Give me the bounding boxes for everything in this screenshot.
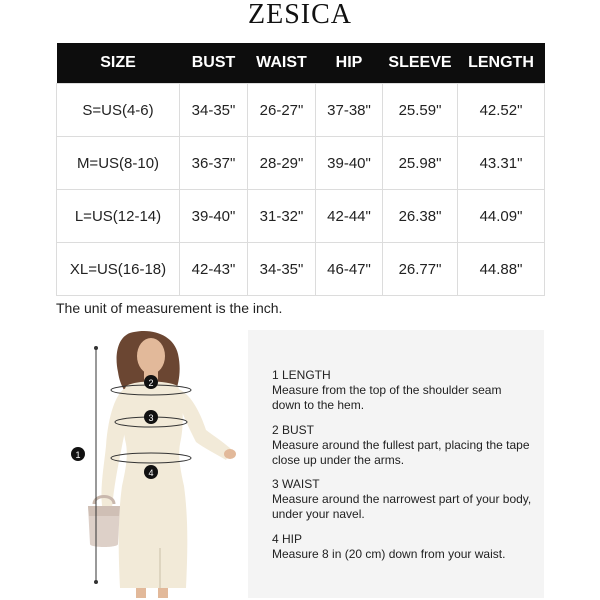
cell-sleeve: 26.77" xyxy=(383,243,458,296)
table-row xyxy=(57,84,545,137)
cell-hip: 42-44" xyxy=(316,190,383,243)
brand-logo: ZESICA xyxy=(248,0,352,30)
cell-size: M=US(8-10) xyxy=(57,137,180,190)
size-chart-table xyxy=(56,43,545,296)
cell-waist: 26-27" xyxy=(248,84,316,137)
table-row xyxy=(57,190,545,243)
cell-size: L=US(12-14) xyxy=(57,190,180,243)
cell-length: 44.09" xyxy=(458,190,545,243)
marker-1 xyxy=(71,447,85,461)
unit-note: The unit of measurement is the inch. xyxy=(56,300,283,316)
cell-hip: 39-40" xyxy=(316,137,383,190)
instruction-waist xyxy=(272,477,532,522)
instruction-hip xyxy=(272,532,532,562)
model-illustration xyxy=(56,326,246,598)
table-header-row xyxy=(57,43,545,84)
header-sleeve: SLEEVE xyxy=(383,43,458,84)
instruction-title: 1 LENGTH xyxy=(272,368,331,382)
cell-bust: 36-37" xyxy=(180,137,248,190)
instruction-bust xyxy=(272,423,532,468)
svg-text:1: 1 xyxy=(75,450,81,460)
cell-length: 44.88" xyxy=(458,243,545,296)
cell-waist: 34-35" xyxy=(248,243,316,296)
header-length: LENGTH xyxy=(458,43,545,84)
marker-2 xyxy=(144,375,158,389)
header-bust: BUST xyxy=(180,43,248,84)
cell-bust: 39-40" xyxy=(180,190,248,243)
cell-waist: 31-32" xyxy=(248,190,316,243)
instruction-title: 2 BUST xyxy=(272,423,315,437)
table-row xyxy=(57,243,545,296)
cell-waist: 28-29" xyxy=(248,137,316,190)
cell-length: 42.52" xyxy=(458,84,545,137)
instruction-desc: Measure 8 in (20 cm) down from your waist. xyxy=(272,547,506,561)
marker-4 xyxy=(144,465,158,479)
cell-size: S=US(4-6) xyxy=(57,84,180,137)
cell-length: 43.31" xyxy=(458,137,545,190)
instruction-desc: Measure around the fullest part, placing the tape close up under the arms. xyxy=(272,438,530,467)
instruction-title: 3 WAIST xyxy=(272,477,320,491)
cell-bust: 34-35" xyxy=(180,84,248,137)
cell-bust: 42-43" xyxy=(180,243,248,296)
svg-text:2: 2 xyxy=(148,378,154,388)
instruction-title: 4 HIP xyxy=(272,532,303,546)
header-size: SIZE xyxy=(57,43,180,84)
instruction-desc: Measure around the narrowest part of your body, under your navel. xyxy=(272,492,532,521)
measurement-guide-panel xyxy=(248,330,544,598)
svg-text:3: 3 xyxy=(148,413,154,423)
instruction-length xyxy=(272,368,532,413)
svg-text:4: 4 xyxy=(148,468,154,478)
cell-sleeve: 26.38" xyxy=(383,190,458,243)
header-hip: HIP xyxy=(316,43,383,84)
cell-sleeve: 25.59" xyxy=(383,84,458,137)
model-figure xyxy=(88,331,236,598)
cell-size: XL=US(16-18) xyxy=(57,243,180,296)
cell-sleeve: 25.98" xyxy=(383,137,458,190)
table-row xyxy=(57,137,545,190)
instruction-desc: Measure from the top of the shoulder seam down to the hem. xyxy=(272,383,502,412)
cell-hip: 37-38" xyxy=(316,84,383,137)
cell-hip: 46-47" xyxy=(316,243,383,296)
marker-3 xyxy=(144,410,158,424)
header-waist: WAIST xyxy=(248,43,316,84)
